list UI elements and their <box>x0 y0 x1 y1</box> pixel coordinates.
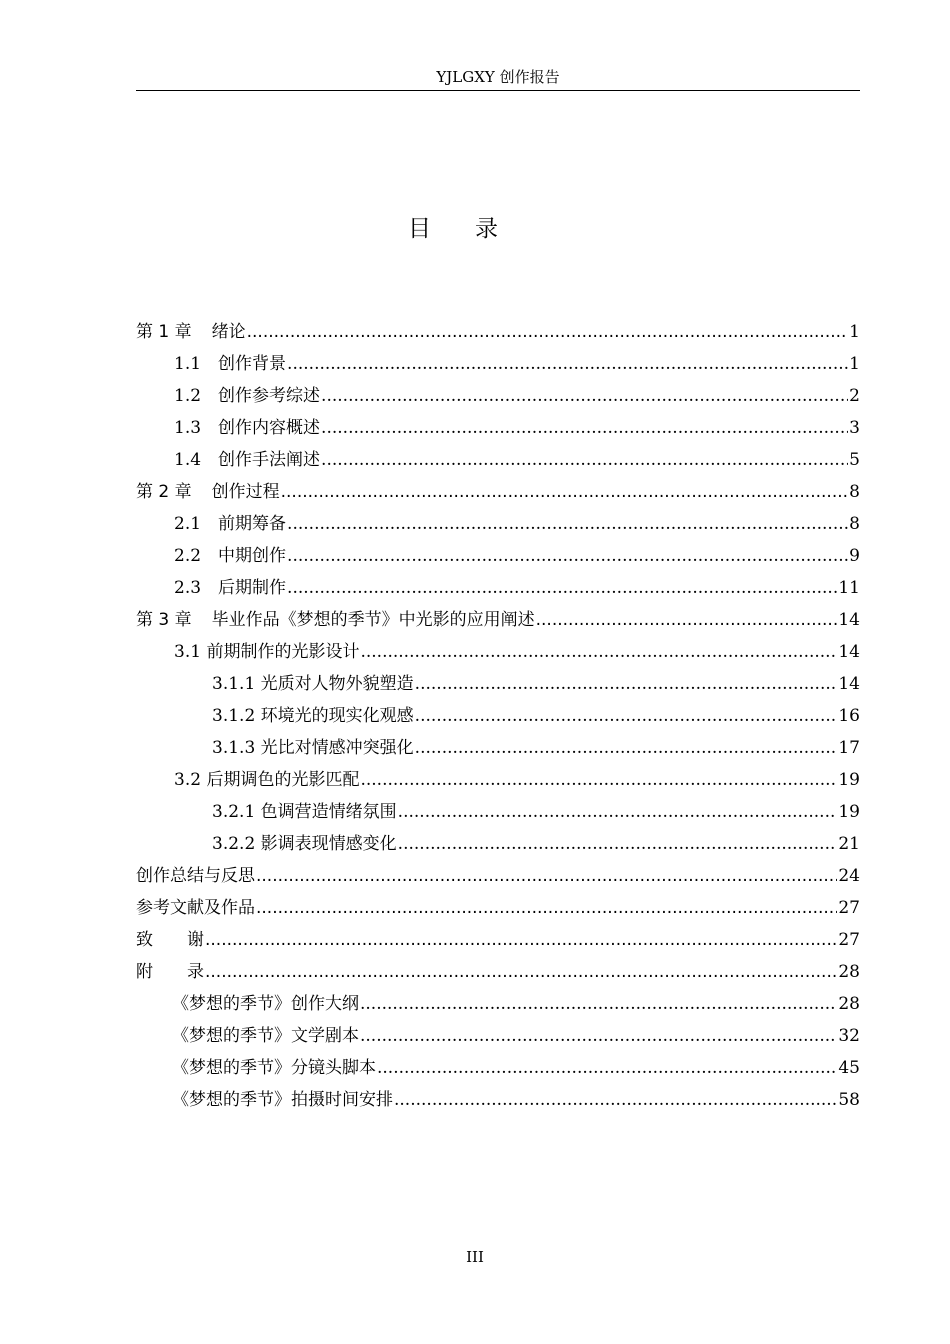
dot-leader <box>536 604 838 636</box>
toc-entry-page: 19 <box>838 770 860 790</box>
toc-entry-text: 参考文献及作品 <box>136 898 255 918</box>
toc-entry-text: 3.1 前期制作的光影设计 <box>174 642 360 662</box>
toc-entry-text: 创作总结与反思 <box>136 866 255 886</box>
toc-entry[interactable] <box>136 956 860 988</box>
toc-entry[interactable] <box>136 892 860 924</box>
toc-entry[interactable] <box>136 636 860 668</box>
toc-entry-text: 3.2.2 影调表现情感变化 <box>212 834 397 854</box>
dot-leader <box>256 892 837 924</box>
toc-entry-text: 3.1.1 光质对人物外貌塑造 <box>212 674 414 694</box>
toc-entry-text: 《梦想的季节》文学剧本 <box>172 1026 359 1046</box>
toc-entry-page: 8 <box>849 514 860 534</box>
toc-entry-label <box>136 316 246 348</box>
dot-leader <box>415 732 838 764</box>
dot-leader <box>205 924 837 956</box>
dot-leader <box>321 444 848 476</box>
toc-entry-text: 创作手法阐述 <box>218 450 321 470</box>
toc-entry-page: 21 <box>838 834 860 854</box>
dot-leader <box>415 668 838 700</box>
toc-entry-label <box>174 764 359 796</box>
toc-entry[interactable] <box>136 1084 860 1116</box>
toc-entry-label <box>212 700 414 732</box>
toc-entry-page: 16 <box>838 706 860 726</box>
dot-leader <box>360 764 837 796</box>
toc-entry-page: 17 <box>838 738 860 758</box>
toc-entry-label <box>136 892 255 924</box>
toc-entry[interactable] <box>136 604 860 636</box>
toc-entry[interactable] <box>136 796 860 828</box>
dot-leader <box>394 1084 837 1116</box>
toc-entry-page: 28 <box>838 994 860 1014</box>
toc-entry[interactable] <box>136 860 860 892</box>
toc-entry-text: 中期创作 <box>218 546 287 566</box>
toc-entry-page: 32 <box>838 1026 860 1046</box>
toc-entry-page: 1 <box>849 322 860 342</box>
toc-entry[interactable] <box>136 476 860 508</box>
dot-leader <box>256 860 837 892</box>
dot-leader <box>287 508 848 540</box>
toc-entry-label <box>172 988 359 1020</box>
toc-entry-number: 2.3 <box>174 578 202 598</box>
toc-entry-text: 创作背景 <box>218 354 287 374</box>
page-number: III <box>466 1248 484 1266</box>
dot-leader <box>281 476 849 508</box>
toc-entry-label <box>174 348 286 380</box>
toc-entry-text: 3.2 后期调色的光影匹配 <box>174 770 360 790</box>
dot-leader <box>360 1020 837 1052</box>
toc-entry-text: 《梦想的季节》分镜头脚本 <box>172 1058 376 1078</box>
dot-leader <box>377 1052 837 1084</box>
toc-entry-number: 1.2 <box>174 386 202 406</box>
toc-entry-number: 2.2 <box>174 546 202 566</box>
toc-entry-text: 3.1.2 环境光的现实化观感 <box>212 706 414 726</box>
toc-entry-text: 创作内容概述 <box>218 418 321 438</box>
toc-entry-label <box>172 1084 393 1116</box>
toc-entry-label <box>174 380 320 412</box>
dot-leader <box>205 956 837 988</box>
running-header: YJLGXY 创作报告 <box>136 66 860 91</box>
toc-entry-label <box>136 924 204 956</box>
toc-entry-label <box>172 1052 376 1084</box>
toc-entry-page: 24 <box>838 866 860 886</box>
toc-entry-page: 2 <box>849 386 860 406</box>
toc-entry-text: 创作过程 <box>211 482 280 502</box>
toc-entry-text: 《梦想的季节》拍摄时间安排 <box>172 1090 393 1110</box>
toc-entry[interactable] <box>136 380 860 412</box>
toc-entry-text: 创作参考综述 <box>218 386 321 406</box>
toc-entry-page: 1 <box>849 354 860 374</box>
toc-entry-page: 5 <box>849 450 860 470</box>
toc-entry-text: 毕业作品《梦想的季节》中光影的应用阐述 <box>211 610 535 630</box>
toc-entry-page: 27 <box>838 898 860 918</box>
dot-leader <box>398 796 838 828</box>
dot-leader <box>247 316 849 348</box>
toc-entry-number: 2.1 <box>174 514 202 534</box>
dot-leader <box>415 700 838 732</box>
toc-entry-page: 27 <box>838 930 860 950</box>
toc-entry[interactable] <box>136 732 860 764</box>
dot-leader <box>321 380 848 412</box>
toc-entry[interactable] <box>136 444 860 476</box>
toc-entry-label <box>174 444 320 476</box>
toc-entry-label <box>212 732 414 764</box>
toc-entry-label <box>136 860 255 892</box>
toc-entry[interactable] <box>136 412 860 444</box>
dot-leader <box>360 636 837 668</box>
toc-entry-page: 9 <box>849 546 860 566</box>
toc-entry-number: 第 3 章 <box>136 610 192 630</box>
dot-leader <box>321 412 848 444</box>
toc-entry-page: 11 <box>838 578 860 598</box>
toc-entry-page: 3 <box>849 418 860 438</box>
toc-entry-page: 8 <box>849 482 860 502</box>
dot-leader <box>398 828 838 860</box>
toc-entry-label <box>212 828 397 860</box>
toc-entry[interactable] <box>136 700 860 732</box>
toc-entry[interactable] <box>136 668 860 700</box>
toc-entry-label <box>136 604 535 636</box>
toc-entry-label <box>136 956 204 988</box>
toc-entry[interactable] <box>136 764 860 796</box>
toc-entry-label <box>174 412 320 444</box>
toc-entry[interactable] <box>136 828 860 860</box>
toc-entry[interactable] <box>136 316 860 348</box>
toc-entry-page: 45 <box>838 1058 860 1078</box>
toc-entry[interactable] <box>136 572 860 604</box>
toc-entry-label <box>174 540 286 572</box>
toc-entry[interactable] <box>136 988 860 1020</box>
toc-entry-text: 致 谢 <box>136 930 204 950</box>
toc-entry-number: 1.4 <box>174 450 202 470</box>
toc-entry-number: 1.3 <box>174 418 202 438</box>
toc-entry-label <box>172 1020 359 1052</box>
dot-leader <box>287 572 837 604</box>
toc-entry-text: 绪论 <box>211 322 246 342</box>
toc-entry[interactable] <box>136 1052 860 1084</box>
toc-entry-label <box>174 572 286 604</box>
toc-entry-text: 前期筹备 <box>218 514 287 534</box>
toc-entry[interactable] <box>136 508 860 540</box>
toc-entry-text: 后期制作 <box>218 578 287 598</box>
toc-entry-number: 第 2 章 <box>136 482 192 502</box>
toc-entry-label <box>174 508 286 540</box>
toc-entry-text: 附 录 <box>136 962 204 982</box>
toc-entry-page: 14 <box>838 642 860 662</box>
toc-entry[interactable] <box>136 348 860 380</box>
toc-entry-text: 3.2.1 色调营造情绪氛围 <box>212 802 397 822</box>
toc-entry[interactable] <box>136 540 860 572</box>
toc-entry-page: 58 <box>838 1090 860 1110</box>
dot-leader <box>287 348 848 380</box>
toc-entry-page: 14 <box>838 674 860 694</box>
toc-entry-label <box>174 636 359 668</box>
toc-entry-label <box>212 796 397 828</box>
table-of-contents <box>136 316 860 1116</box>
toc-entry[interactable] <box>136 1020 860 1052</box>
toc-entry-number: 第 1 章 <box>136 322 192 342</box>
toc-entry-label <box>212 668 414 700</box>
toc-entry-number: 1.1 <box>174 354 202 374</box>
toc-title: 目录 <box>408 216 542 242</box>
toc-entry-page: 14 <box>838 610 860 630</box>
toc-entry-text: 《梦想的季节》创作大纲 <box>172 994 359 1014</box>
toc-entry-page: 28 <box>838 962 860 982</box>
toc-entry-text: 3.1.3 光比对情感冲突强化 <box>212 738 414 758</box>
toc-entry-label <box>136 476 280 508</box>
toc-entry-page: 19 <box>838 802 860 822</box>
toc-entry[interactable] <box>136 924 860 956</box>
dot-leader <box>287 540 848 572</box>
dot-leader <box>360 988 837 1020</box>
